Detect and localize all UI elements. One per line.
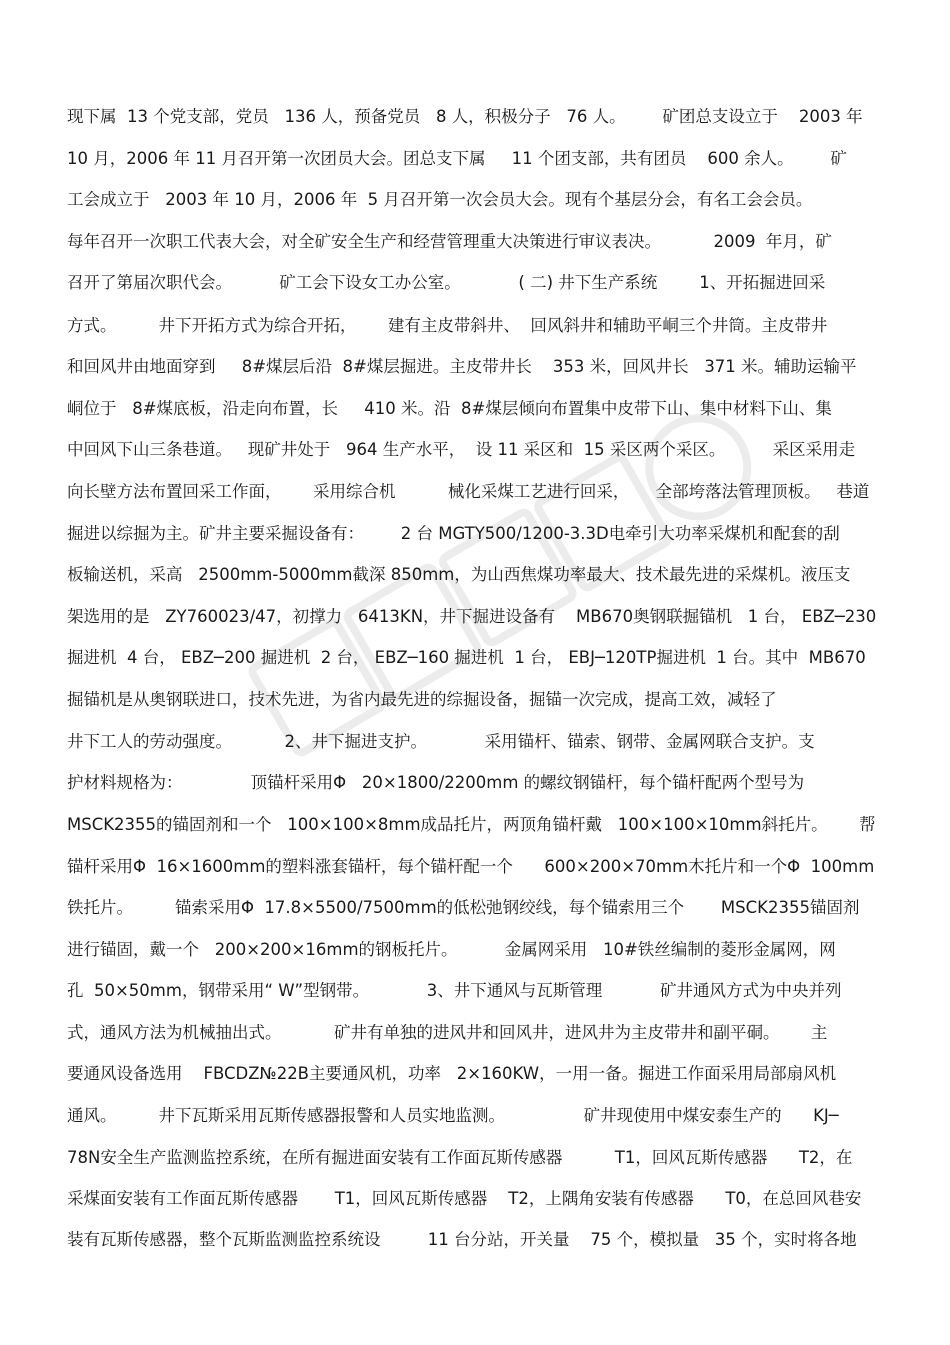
text-line: 锚杆采用Φ 16×1600mm的塑料涨套锚杆，每个锚杆配一个 600×200×70mm木托片和一个Φ 100mm [67,857,875,876]
text-line: 通风。 井下瓦斯采用瓦斯传感器报警和人员实地监测。 矿井现使用中煤安泰生产的 KJ─ [67,1106,839,1125]
text-line: 每年召开一次职工代表大会，对全矿安全生产和经营管理重大决策进行审议表决。 2009 年月，矿 [67,232,832,251]
text-line: 进行锚固，戴一个 200×200×16mm的钢板托片。 金属网采用 10#铁丝编制的菱形金属网，网 [67,940,836,959]
text-line: 方式。 井下开拓方式为综合开拓， 建有主皮带斜井、 回风斜井和辅助平峒三个井筒。主皮带井 [67,316,828,335]
text-line: 井下工人的劳动强度。 2、井下掘进支护。 采用锚杆、锚索、钢带、金属网联合支护。支 [67,732,815,751]
text-line: 现下属 13 个党支部，党员 136 人，预备党员 8 人，积极分子 76 人。 矿团总支设立于 2003 年 [67,107,863,126]
text-line: 护材料规格为： 顶锚杆采用Φ 20×1800/2200mm 的螺纹钢锚杆，每个锚杆配两个型号为 [67,773,805,792]
text-line: 采煤面安装有工作面瓦斯传感器 T1，回风瓦斯传感器 T2，上隅角安装有传感器 T0，在总回风巷安 [67,1189,862,1208]
text-line: 式，通风方法为机械抽出式。 矿井有单独的进风井和回风井，进风井为主皮带井和副平硐。 主 [67,1023,828,1042]
text-line: 召开了第届次职代会。 矿工会下设女工办公室。 ( 二) 井下生产系统 1、开拓掘进回采 [67,273,826,292]
text-line: 掘锚机是从奥钢联进口，技术先进，为省内最先进的综掘设备，掘锚一次完成，提高工效，减轻了 [67,690,777,709]
text-line: 要通风设备选用 FBCDZ№22B主要通风机，功率 2×160KW，一用一备。掘进工作面采用局部扇风机 [67,1064,837,1083]
text-line: 板输送机，采高 2500mm-5000mm截深 850mm，为山西焦煤功率最大、技术最先进的采煤机。液压支 [67,565,851,584]
text-line: 掘进以综掘为主。矿井主要采掘设备有： 2 台 MGTY500/1200-3.3D电牵引大功率采煤机和配套的刮 [67,524,840,543]
text-line: 78N安全生产监测监控系统，在所有掘进面安装有工作面瓦斯传感器 T1，回风瓦斯传感器 T2，在 [67,1148,853,1167]
text-line: 和回风井由地面穿到 8#煤层后沿 8#煤层掘进。主皮带井长 353 米，回风井长 371 米。辅助运输平 [67,357,857,376]
text-line: 架选用的是 ZY760023/47，初撑力 6413KN，井下掘进设备有 MB670奥钢联掘锚机 1 台， EBZ─230 [67,607,877,626]
text-line: MSCK2355的锚固剂和一个 100×100×8mm成品托片，两顶角锚杆戴 100×100×10mm斜托片。 帮 [67,815,876,834]
text-line: 掘进机 4 台， EBZ─200 掘进机 2 台， EBZ─160 掘进机 1 台， EBJ─120TP掘进机 1 台。其中 MB670 [67,648,866,667]
text-line: 中回风下山三条巷道。 现矿井处于 964 生产水平， 设 11 采区和 15 采区两个采区。 采区采用走 [67,440,856,459]
text-line: 工会成立于 2003 年 10 月，2006 年 5 月召开第一次会员大会。现有个基层分会，有名工会会员。 [67,190,813,209]
text-line: 峒位于 8#煤底板，沿走向布置，长 410 米。沿 8#煤层倾向布置集中皮带下山、集中材料下山、集 [67,399,832,418]
text-line: 铁托片。 锚索采用Φ 17.8×5500/7500mm的低松弛钢绞线，每个锚索用三个 MSCK2355锚固剂 [67,898,860,917]
text-line: 孔 50×50mm，钢带采用“ W”型钢带。 3、井下通风与瓦斯管理 矿井通风方式为中央并列 [67,981,842,1000]
text-line: 装有瓦斯传感器，整个瓦斯监测监控系统设 11 台分站，开关量 75 个，模拟量 35 个，实时将各地 [67,1230,857,1249]
text-line: 向长壁方法布置回采工作面， 采用综合机 械化采煤工艺进行回采， 全部垮落法管理顶板。 巷道 [67,482,870,501]
text-line: 10 月，2006 年 11 月召开第一次团员大会。团总支下属 11 个团支部，共有团员 600 余人。 矿 [67,149,847,168]
